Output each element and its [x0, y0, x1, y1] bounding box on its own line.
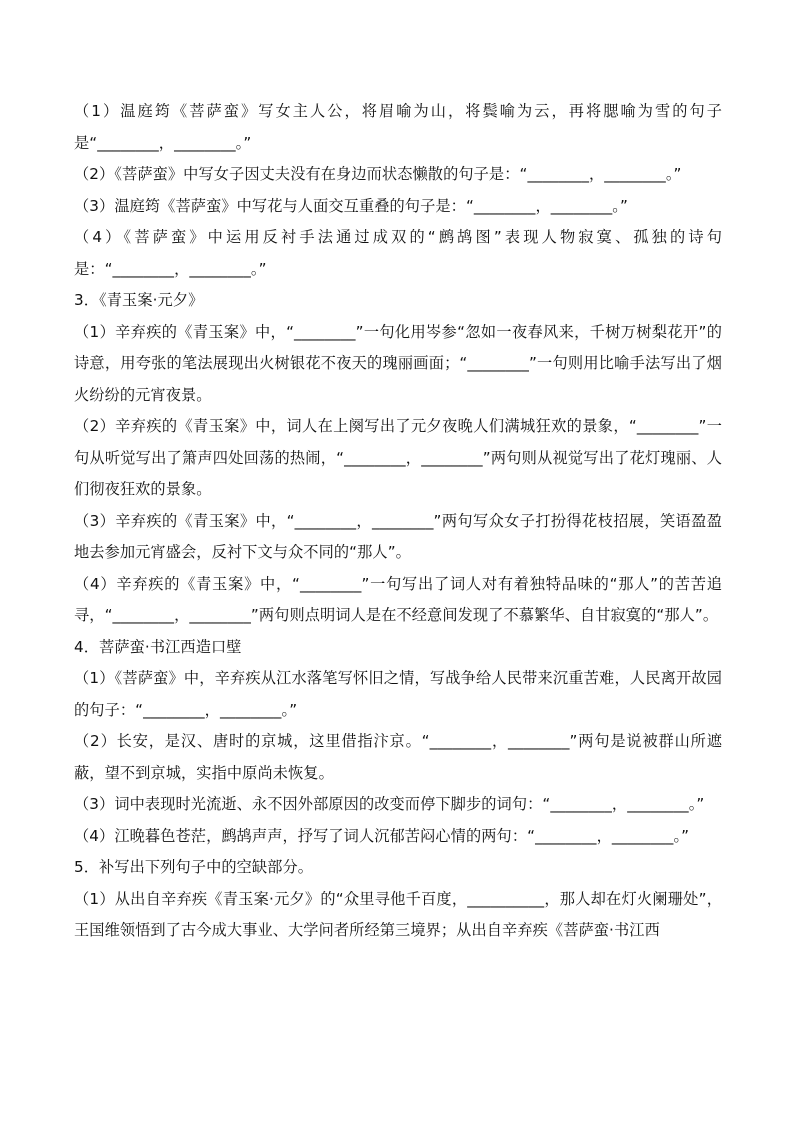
question-2-2: （2）《菩萨蛮》中写女子因丈夫没有在身边而状态懒散的句子是：“________，________。” [74, 165, 682, 183]
question-2-4: （4）《菩萨蛮》中运用反衬手法通过成双的“鹧鸪图”表现人物寂寞、孤独的诗句是：“________，________。” [74, 228, 722, 278]
question-3-3: （3）辛弃疾的《青玉案》中，“________，________”两句写众女子打扮得花枝招展，笑语盈盈地去参加元宵盛会，反衬下文与众不同的“那人”。 [74, 511, 722, 561]
section-5-heading: 5．补写出下列句子中的空缺部分。 [74, 858, 314, 876]
question-4-4: （4）江晚暮色苍茫，鹧鸪声声，抒写了词人沉郁苦闷心情的两句：“________，________。” [74, 826, 690, 845]
question-4-2: （2）长安，是汉、唐时的京城，这里借指汴京。“________，________”两句是说被群山所遮蔽，望不到京城，实指中原尚未恢复。 [74, 732, 722, 782]
question-3-4: （4）辛弃疾的《青玉案》中，“________”一句写出了词人对有着独特品味的“那人”的苦苦追寻，“________，________”两句则点明词人是在不经意间发现了不慕繁华、自甘寂寞的“那人”。 [74, 574, 722, 624]
document-body [74, 96, 722, 947]
question-2-1: （1）温庭筠《菩萨蛮》写女主人公，将眉喻为山，将鬓喻为云，再将腮喻为雪的句子是“________，________。” [74, 102, 722, 152]
question-3-2: （2）辛弃疾的《青玉案》中，词人在上阕写出了元夕夜晚人们满城狂欢的景象，“________”一句从听觉写出了箫声四处回荡的热闹，“________，________”两句则从视觉写出了花灯瑰丽、人们彻夜狂欢的景象。 [74, 417, 722, 498]
section-3-heading: 3．《青玉案·元夕》 [74, 291, 204, 309]
question-2-3: （3）温庭筠《菩萨蛮》中写花与人面交互重叠的句子是：“________，________。” [74, 196, 628, 215]
section-4-heading: 4．菩萨蛮·书江西造口壁 [74, 637, 242, 656]
question-3-1: （1）辛弃疾的《青玉案》中，“________”一句化用岑参“忽如一夜春风来，千树万树梨花开”的诗意，用夸张的笔法展现出火树银花不夜天的瑰丽画面；“________”一句则用比喻手法写出了烟火纷纷的元宵夜景。 [74, 322, 722, 404]
question-4-3: （3）词中表现时光流逝、永不因外部原因的改变而停下脚步的词句：“________，________。” [74, 795, 705, 813]
question-5-1: （1）从出自辛弃疾《青玉案·元夕》的“众里寻他千百度，__________，那人却在灯火阑珊处”，王国维领悟到了古今成大事业、大学问者所经第三境界；从出自辛弃疾《菩萨蛮·书江西 [74, 889, 722, 939]
question-4-1: （1）《菩萨蛮》中，辛弃疾从江水落笔写怀旧之情，写战争给人民带来沉重苦难，人民离开故园的句子：“________，________。” [74, 669, 722, 719]
